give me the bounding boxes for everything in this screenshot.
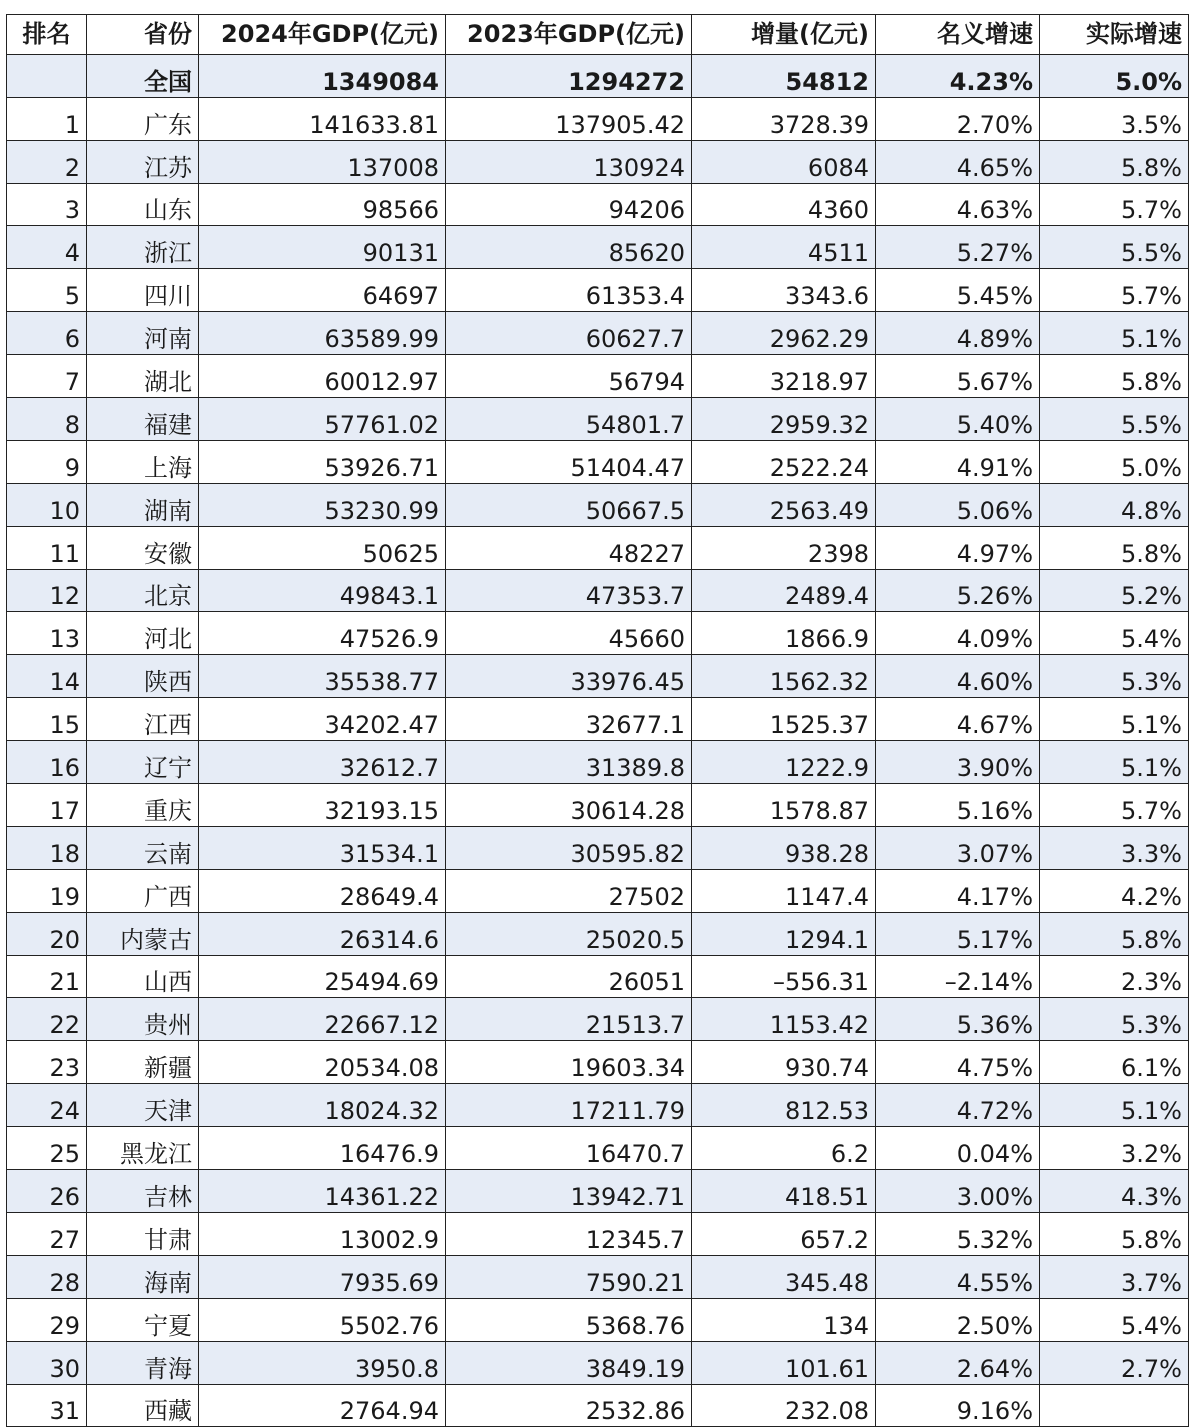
table-row (7, 483, 1189, 526)
cell-gdp-2024: 32612.7 (199, 741, 446, 784)
cell-gdp-2023: 3849.19 (446, 1341, 692, 1384)
cell-province: 新疆 (87, 1041, 199, 1084)
cell-real-growth: 5.5% (1040, 398, 1189, 441)
cell-rank: 18 (7, 826, 87, 869)
cell-increase: 232.08 (692, 1384, 876, 1427)
cell-nominal-growth: 3.07% (876, 826, 1040, 869)
cell-nominal-growth: 4.72% (876, 1084, 1040, 1127)
table-row (7, 1041, 1189, 1084)
cell-real-growth: 4.2% (1040, 869, 1189, 912)
cell-increase: 3218.97 (692, 355, 876, 398)
cell-province: 吉林 (87, 1170, 199, 1213)
cell-province: 全国 (87, 54, 199, 97)
cell-gdp-2023: 17211.79 (446, 1084, 692, 1127)
table-row (7, 1341, 1189, 1384)
cell-province: 福建 (87, 398, 199, 441)
cell-nominal-growth: 5.67% (876, 355, 1040, 398)
cell-increase: 1562.32 (692, 655, 876, 698)
cell-province: 重庆 (87, 784, 199, 827)
table-row (7, 741, 1189, 784)
cell-real-growth: 5.1% (1040, 312, 1189, 355)
cell-gdp-2024: 25494.69 (199, 955, 446, 998)
table-row (7, 398, 1189, 441)
cell-real-growth: 5.1% (1040, 698, 1189, 741)
cell-nominal-growth: 4.89% (876, 312, 1040, 355)
cell-gdp-2023: 94206 (446, 183, 692, 226)
cell-increase: 418.51 (692, 1170, 876, 1213)
cell-increase: 2959.32 (692, 398, 876, 441)
cell-gdp-2023: 56794 (446, 355, 692, 398)
cell-gdp-2023: 137905.42 (446, 97, 692, 140)
cell-real-growth: 3.5% (1040, 97, 1189, 140)
cell-increase: 1153.42 (692, 998, 876, 1041)
cell-increase: 4511 (692, 226, 876, 269)
header-rank: 排名 (7, 15, 87, 55)
table-row (7, 1084, 1189, 1127)
cell-rank (7, 54, 87, 97)
header-row (7, 15, 1189, 55)
cell-gdp-2024: 137008 (199, 140, 446, 183)
cell-gdp-2023: 33976.45 (446, 655, 692, 698)
cell-gdp-2023: 25020.5 (446, 912, 692, 955)
cell-gdp-2024: 1349084 (199, 54, 446, 97)
cell-real-growth: 5.1% (1040, 1084, 1189, 1127)
cell-gdp-2023: 7590.21 (446, 1255, 692, 1298)
cell-real-growth: 4.3% (1040, 1170, 1189, 1213)
cell-increase: –556.31 (692, 955, 876, 998)
cell-gdp-2023: 47353.7 (446, 569, 692, 612)
table-row (7, 784, 1189, 827)
cell-increase: 938.28 (692, 826, 876, 869)
cell-province: 江西 (87, 698, 199, 741)
cell-gdp-2024: 141633.81 (199, 97, 446, 140)
cell-rank: 20 (7, 912, 87, 955)
cell-rank: 23 (7, 1041, 87, 1084)
cell-province: 云南 (87, 826, 199, 869)
table-row (7, 826, 1189, 869)
cell-nominal-growth: 2.64% (876, 1341, 1040, 1384)
cell-gdp-2024: 26314.6 (199, 912, 446, 955)
cell-gdp-2024: 14361.22 (199, 1170, 446, 1213)
cell-nominal-growth: 5.36% (876, 998, 1040, 1041)
cell-province: 黑龙江 (87, 1127, 199, 1170)
cell-real-growth: 5.0% (1040, 54, 1189, 97)
cell-gdp-2024: 63589.99 (199, 312, 446, 355)
cell-rank: 30 (7, 1341, 87, 1384)
cell-province: 天津 (87, 1084, 199, 1127)
cell-gdp-2024: 90131 (199, 226, 446, 269)
cell-nominal-growth: 3.90% (876, 741, 1040, 784)
table-row (7, 312, 1189, 355)
cell-real-growth: 5.7% (1040, 784, 1189, 827)
table-row (7, 269, 1189, 312)
cell-gdp-2024: 64697 (199, 269, 446, 312)
cell-province: 广西 (87, 869, 199, 912)
cell-nominal-growth: 2.70% (876, 97, 1040, 140)
cell-gdp-2023: 2532.86 (446, 1384, 692, 1427)
table-row (7, 526, 1189, 569)
cell-gdp-2023: 19603.34 (446, 1041, 692, 1084)
cell-nominal-growth: 5.45% (876, 269, 1040, 312)
cell-increase: 2522.24 (692, 440, 876, 483)
cell-real-growth: 2.3% (1040, 955, 1189, 998)
cell-increase: 1222.9 (692, 741, 876, 784)
cell-real-growth (1040, 1384, 1189, 1427)
cell-increase: 1147.4 (692, 869, 876, 912)
table-row (7, 140, 1189, 183)
cell-province: 青海 (87, 1341, 199, 1384)
table-row (7, 569, 1189, 612)
cell-gdp-2024: 34202.47 (199, 698, 446, 741)
cell-gdp-2023: 54801.7 (446, 398, 692, 441)
cell-gdp-2023: 30595.82 (446, 826, 692, 869)
cell-gdp-2023: 60627.7 (446, 312, 692, 355)
cell-increase: 54812 (692, 54, 876, 97)
cell-nominal-growth: 9.16% (876, 1384, 1040, 1427)
cell-gdp-2023: 45660 (446, 612, 692, 655)
cell-nominal-growth: 4.97% (876, 526, 1040, 569)
cell-province: 西藏 (87, 1384, 199, 1427)
cell-nominal-growth: 5.16% (876, 784, 1040, 827)
cell-increase: 657.2 (692, 1212, 876, 1255)
cell-province: 贵州 (87, 998, 199, 1041)
table-row (7, 440, 1189, 483)
cell-gdp-2024: 16476.9 (199, 1127, 446, 1170)
cell-province: 四川 (87, 269, 199, 312)
total-row (7, 54, 1189, 97)
cell-gdp-2024: 3950.8 (199, 1341, 446, 1384)
cell-gdp-2023: 31389.8 (446, 741, 692, 784)
cell-gdp-2023: 1294272 (446, 54, 692, 97)
cell-gdp-2023: 61353.4 (446, 269, 692, 312)
cell-increase: 1525.37 (692, 698, 876, 741)
cell-province: 河南 (87, 312, 199, 355)
cell-increase: 134 (692, 1298, 876, 1341)
cell-increase: 930.74 (692, 1041, 876, 1084)
cell-nominal-growth: 5.27% (876, 226, 1040, 269)
cell-rank: 31 (7, 1384, 87, 1427)
cell-nominal-growth: 0.04% (876, 1127, 1040, 1170)
cell-province: 宁夏 (87, 1298, 199, 1341)
table-row (7, 183, 1189, 226)
cell-gdp-2024: 13002.9 (199, 1212, 446, 1255)
cell-province: 山东 (87, 183, 199, 226)
cell-rank: 5 (7, 269, 87, 312)
cell-nominal-growth: 4.63% (876, 183, 1040, 226)
header-province: 省份 (87, 15, 199, 55)
cell-gdp-2024: 50625 (199, 526, 446, 569)
cell-nominal-growth: 5.06% (876, 483, 1040, 526)
cell-real-growth: 5.8% (1040, 1212, 1189, 1255)
cell-rank: 22 (7, 998, 87, 1041)
cell-gdp-2024: 53926.71 (199, 440, 446, 483)
cell-increase: 345.48 (692, 1255, 876, 1298)
cell-real-growth: 3.2% (1040, 1127, 1189, 1170)
cell-gdp-2023: 21513.7 (446, 998, 692, 1041)
cell-rank: 19 (7, 869, 87, 912)
cell-rank: 7 (7, 355, 87, 398)
cell-nominal-growth: 4.75% (876, 1041, 1040, 1084)
cell-gdp-2023: 51404.47 (446, 440, 692, 483)
cell-rank: 28 (7, 1255, 87, 1298)
cell-gdp-2024: 53230.99 (199, 483, 446, 526)
cell-province: 湖南 (87, 483, 199, 526)
cell-gdp-2024: 28649.4 (199, 869, 446, 912)
cell-real-growth: 5.1% (1040, 741, 1189, 784)
gdp-table (6, 14, 1189, 1427)
cell-increase: 6084 (692, 140, 876, 183)
cell-nominal-growth: 5.32% (876, 1212, 1040, 1255)
cell-real-growth: 5.5% (1040, 226, 1189, 269)
cell-gdp-2024: 49843.1 (199, 569, 446, 612)
cell-rank: 8 (7, 398, 87, 441)
cell-real-growth: 5.3% (1040, 655, 1189, 698)
cell-real-growth: 5.8% (1040, 140, 1189, 183)
table-row (7, 1127, 1189, 1170)
cell-real-growth: 5.8% (1040, 355, 1189, 398)
cell-gdp-2023: 48227 (446, 526, 692, 569)
table-row (7, 1212, 1189, 1255)
cell-province: 湖北 (87, 355, 199, 398)
cell-rank: 16 (7, 741, 87, 784)
table-row (7, 1255, 1189, 1298)
cell-real-growth: 6.1% (1040, 1041, 1189, 1084)
cell-increase: 3343.6 (692, 269, 876, 312)
cell-nominal-growth: 4.60% (876, 655, 1040, 698)
cell-nominal-growth: 5.17% (876, 912, 1040, 955)
cell-nominal-growth: 2.50% (876, 1298, 1040, 1341)
cell-rank: 1 (7, 97, 87, 140)
cell-nominal-growth: 4.09% (876, 612, 1040, 655)
cell-real-growth: 5.8% (1040, 912, 1189, 955)
cell-real-growth: 5.2% (1040, 569, 1189, 612)
cell-province: 上海 (87, 440, 199, 483)
cell-gdp-2024: 47526.9 (199, 612, 446, 655)
cell-rank: 9 (7, 440, 87, 483)
cell-increase: 4360 (692, 183, 876, 226)
cell-province: 浙江 (87, 226, 199, 269)
cell-increase: 3728.39 (692, 97, 876, 140)
cell-gdp-2024: 18024.32 (199, 1084, 446, 1127)
table-row (7, 998, 1189, 1041)
cell-nominal-growth: 4.23% (876, 54, 1040, 97)
table-row (7, 97, 1189, 140)
cell-rank: 26 (7, 1170, 87, 1213)
cell-gdp-2023: 50667.5 (446, 483, 692, 526)
cell-rank: 6 (7, 312, 87, 355)
cell-nominal-growth: 4.17% (876, 869, 1040, 912)
cell-increase: 1578.87 (692, 784, 876, 827)
cell-rank: 2 (7, 140, 87, 183)
table-row (7, 698, 1189, 741)
cell-province: 海南 (87, 1255, 199, 1298)
cell-increase: 2398 (692, 526, 876, 569)
cell-increase: 812.53 (692, 1084, 876, 1127)
cell-rank: 13 (7, 612, 87, 655)
cell-increase: 2563.49 (692, 483, 876, 526)
cell-nominal-growth: 4.55% (876, 1255, 1040, 1298)
cell-rank: 27 (7, 1212, 87, 1255)
cell-increase: 101.61 (692, 1341, 876, 1384)
table-row (7, 1384, 1189, 1427)
cell-gdp-2024: 60012.97 (199, 355, 446, 398)
cell-real-growth: 5.4% (1040, 1298, 1189, 1341)
cell-real-growth: 5.7% (1040, 183, 1189, 226)
cell-gdp-2024: 31534.1 (199, 826, 446, 869)
cell-gdp-2023: 27502 (446, 869, 692, 912)
table-row (7, 1170, 1189, 1213)
cell-rank: 25 (7, 1127, 87, 1170)
cell-gdp-2023: 26051 (446, 955, 692, 998)
header-gdp-2024: 2024年GDP(亿元) (199, 15, 446, 55)
cell-increase: 6.2 (692, 1127, 876, 1170)
cell-province: 内蒙古 (87, 912, 199, 955)
table-row (7, 955, 1189, 998)
cell-gdp-2023: 13942.71 (446, 1170, 692, 1213)
cell-real-growth: 5.7% (1040, 269, 1189, 312)
cell-gdp-2023: 130924 (446, 140, 692, 183)
cell-province: 安徽 (87, 526, 199, 569)
cell-gdp-2024: 32193.15 (199, 784, 446, 827)
cell-nominal-growth: 5.26% (876, 569, 1040, 612)
cell-real-growth: 3.3% (1040, 826, 1189, 869)
cell-rank: 11 (7, 526, 87, 569)
table-row (7, 655, 1189, 698)
cell-real-growth: 5.8% (1040, 526, 1189, 569)
cell-nominal-growth: 4.67% (876, 698, 1040, 741)
cell-gdp-2023: 30614.28 (446, 784, 692, 827)
table-row (7, 612, 1189, 655)
cell-gdp-2023: 5368.76 (446, 1298, 692, 1341)
header-real-growth: 实际增速 (1040, 15, 1189, 55)
cell-real-growth: 5.0% (1040, 440, 1189, 483)
header-gdp-2023: 2023年GDP(亿元) (446, 15, 692, 55)
header-nominal-growth: 名义增速 (876, 15, 1040, 55)
cell-nominal-growth: 4.65% (876, 140, 1040, 183)
cell-province: 山西 (87, 955, 199, 998)
table-row (7, 1298, 1189, 1341)
table-row (7, 355, 1189, 398)
cell-rank: 14 (7, 655, 87, 698)
cell-real-growth: 2.7% (1040, 1341, 1189, 1384)
cell-province: 北京 (87, 569, 199, 612)
cell-real-growth: 4.8% (1040, 483, 1189, 526)
header-increase: 增量(亿元) (692, 15, 876, 55)
cell-gdp-2024: 57761.02 (199, 398, 446, 441)
cell-rank: 17 (7, 784, 87, 827)
cell-rank: 10 (7, 483, 87, 526)
cell-rank: 24 (7, 1084, 87, 1127)
table-row (7, 869, 1189, 912)
cell-rank: 21 (7, 955, 87, 998)
cell-real-growth: 5.4% (1040, 612, 1189, 655)
cell-province: 陕西 (87, 655, 199, 698)
cell-gdp-2024: 20534.08 (199, 1041, 446, 1084)
cell-rank: 29 (7, 1298, 87, 1341)
cell-nominal-growth: 3.00% (876, 1170, 1040, 1213)
cell-gdp-2023: 16470.7 (446, 1127, 692, 1170)
cell-increase: 2962.29 (692, 312, 876, 355)
cell-gdp-2023: 32677.1 (446, 698, 692, 741)
cell-gdp-2024: 5502.76 (199, 1298, 446, 1341)
cell-gdp-2024: 35538.77 (199, 655, 446, 698)
cell-nominal-growth: 5.40% (876, 398, 1040, 441)
cell-gdp-2023: 12345.7 (446, 1212, 692, 1255)
cell-rank: 4 (7, 226, 87, 269)
cell-rank: 12 (7, 569, 87, 612)
cell-rank: 3 (7, 183, 87, 226)
cell-nominal-growth: –2.14% (876, 955, 1040, 998)
cell-gdp-2024: 7935.69 (199, 1255, 446, 1298)
cell-real-growth: 3.7% (1040, 1255, 1189, 1298)
cell-province: 江苏 (87, 140, 199, 183)
cell-increase: 2489.4 (692, 569, 876, 612)
cell-gdp-2024: 98566 (199, 183, 446, 226)
table-row (7, 226, 1189, 269)
cell-increase: 1294.1 (692, 912, 876, 955)
cell-province: 广东 (87, 97, 199, 140)
cell-gdp-2024: 2764.94 (199, 1384, 446, 1427)
cell-gdp-2023: 85620 (446, 226, 692, 269)
cell-nominal-growth: 4.91% (876, 440, 1040, 483)
table-row (7, 912, 1189, 955)
cell-province: 河北 (87, 612, 199, 655)
cell-province: 辽宁 (87, 741, 199, 784)
cell-province: 甘肃 (87, 1212, 199, 1255)
cell-increase: 1866.9 (692, 612, 876, 655)
cell-rank: 15 (7, 698, 87, 741)
cell-gdp-2024: 22667.12 (199, 998, 446, 1041)
cell-real-growth: 5.3% (1040, 998, 1189, 1041)
